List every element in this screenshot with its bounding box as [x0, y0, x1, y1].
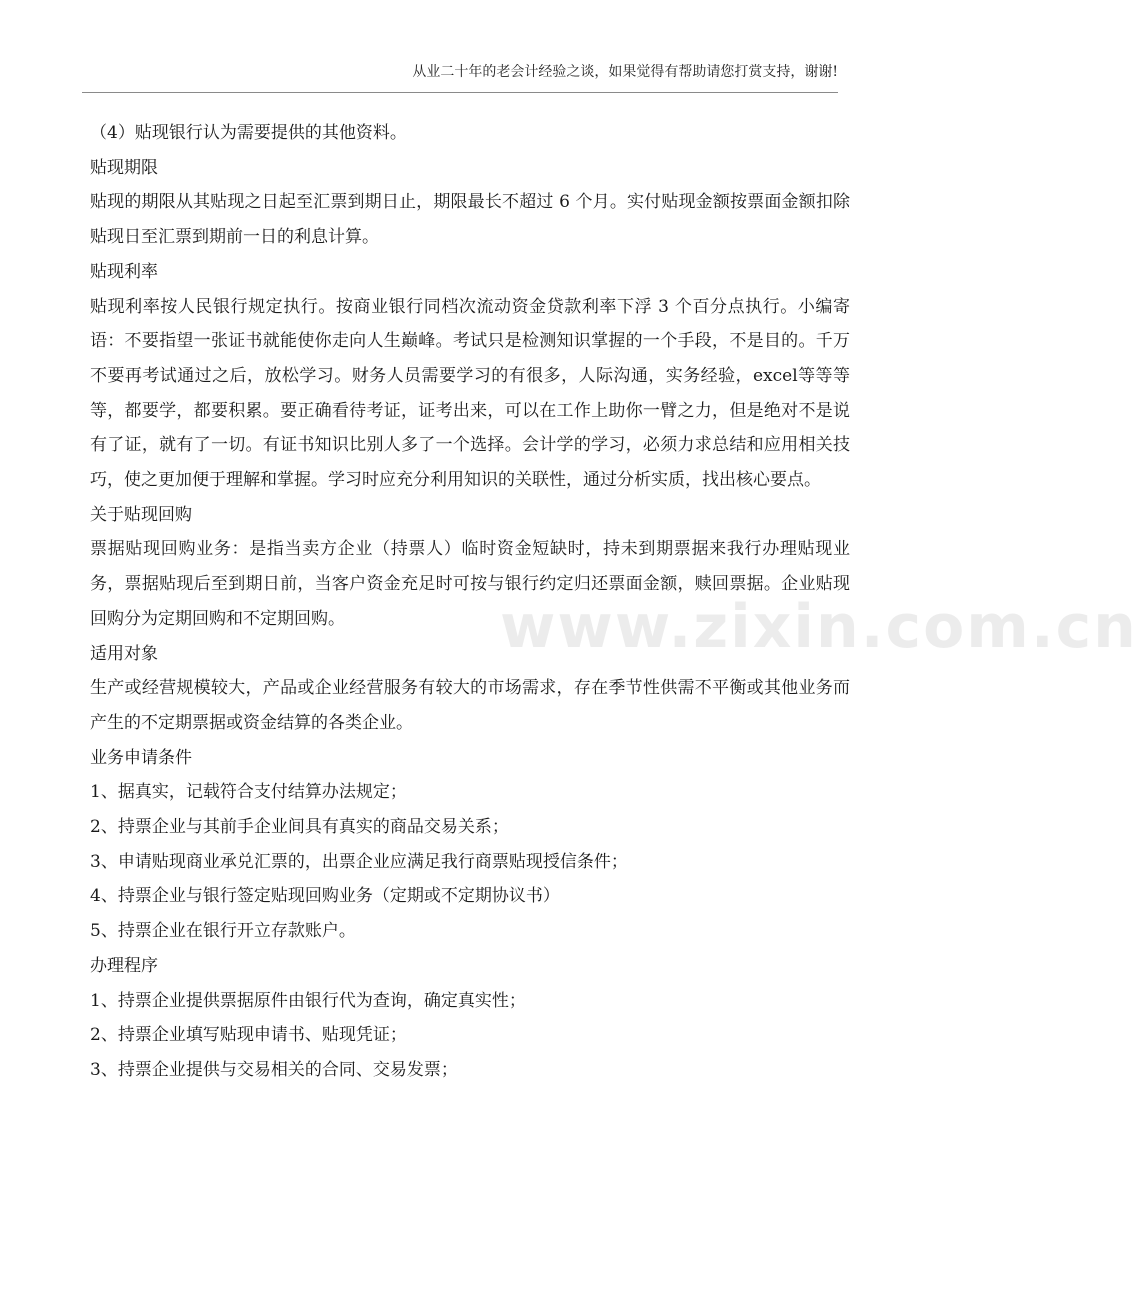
section-heading: 贴现期限 [90, 157, 158, 178]
watermark: www.zixin.com.cn [500, 592, 1138, 662]
paragraph: 生产或经营规模较大，产品或企业经营服务有较大的市场需求，存在季节性供需不平衡或其他业务而产生的不定期票据或资金结算的各类企业。 [90, 678, 850, 733]
paragraph: 贴现利率按人民银行规定执行。按商业银行同档次流动资金贷款利率下浮 3 个百分点执行。小编寄语：不要指望一张证书就能使你走向人生巅峰。考试只是检测知识掌握的一个手段，不是目的。千万不要再考试通过之后，放松学习。财务人员需要学习的有很多，人际沟通，实务经验，excel等等等等，都要学，都要积累。要正确看待考证，证考出来，可以在工作上助你一臂之力，但是绝对不是说有了证，就有了一切。有证书知识比别人多了一个选择。会计学的学习，必须力求总结和应用相关技巧，使之更加便于理解和掌握。学习时应充分利用知识的关联性，通过分析实质，找出核心要点。 [90, 296, 850, 491]
list-item: 2、持票企业填写贴现申请书、贴现凭证； [90, 1025, 407, 1046]
paragraph: （4）贴现银行认为需要提供的其他资料。 [90, 123, 407, 143]
document-body [86, 116, 850, 1088]
section-heading: 贴现利率 [90, 261, 158, 282]
list-item: 4、持票企业与银行签定贴现回购业务（定期或不定期协议书） [90, 886, 560, 907]
list-item: 3、申请贴现商业承兑汇票的，出票企业应满足我行商票贴现授信条件； [90, 851, 628, 872]
list-item: 1、据真实，记载符合支付结算办法规定； [90, 782, 407, 803]
list-item: 3、持票企业提供与交易相关的合同、交易发票； [90, 1059, 458, 1080]
list-item: 1、持票企业提供票据原件由银行代为查询，确定真实性； [90, 990, 526, 1011]
section-heading: 适用对象 [90, 643, 158, 664]
section-heading: 业务申请条件 [90, 747, 192, 768]
header-divider [82, 92, 838, 93]
list-item: 2、持票企业与其前手企业间具有真实的商品交易关系； [90, 817, 509, 838]
paragraph: 贴现的期限从其贴现之日起至汇票到期日止，期限最长不超过 6 个月。实付贴现金额按票面金额扣除贴现日至汇票到期前一日的利息计算。 [90, 192, 850, 248]
section-heading: 办理程序 [90, 955, 158, 976]
paragraph: 票据贴现回购业务：是指当卖方企业（持票人）临时资金短缺时，持未到期票据来我行办理贴现业务，票据贴现后至到期日前，当客户资金充足时可按与银行约定归还票面金额，赎回票据。企业贴现回购分为定期回购和不定期回购。 [90, 539, 850, 629]
section-heading: 关于贴现回购 [90, 504, 192, 525]
list-item: 5、持票企业在银行开立存款账户。 [90, 921, 356, 942]
header-note: 从业二十年的老会计经验之谈，如果觉得有帮助请您打赏支持，谢谢! [412, 64, 838, 80]
